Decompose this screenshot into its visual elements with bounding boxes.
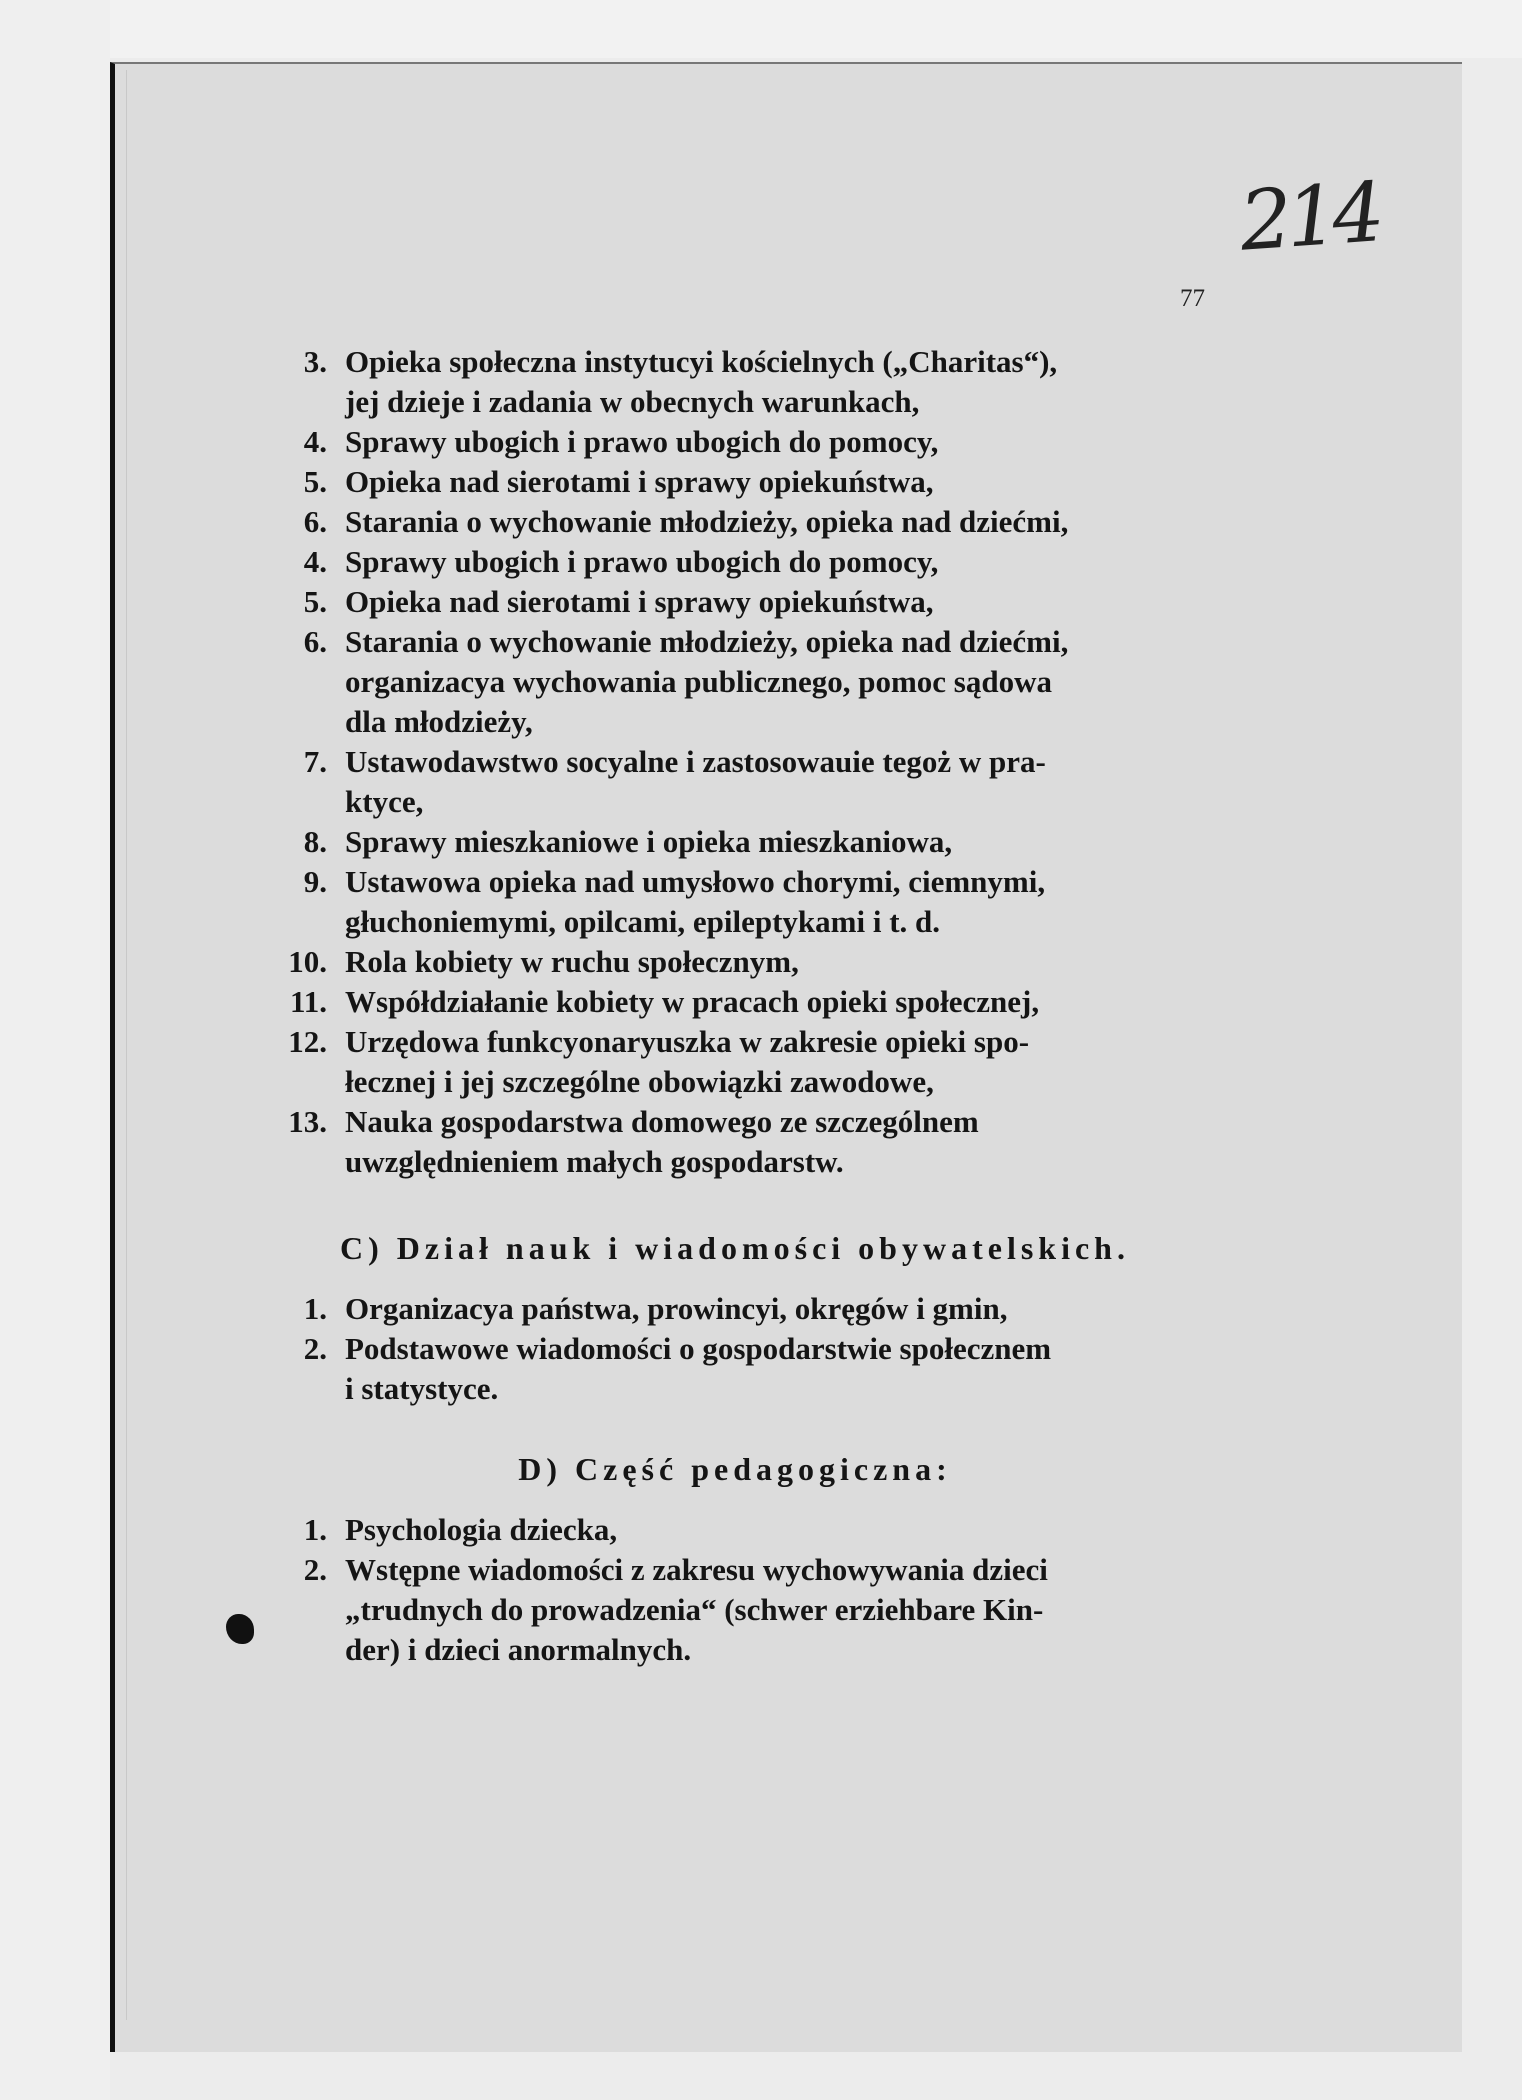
- list-item: [255, 502, 1215, 542]
- list-item-line: Sprawy ubogich i prawo ubogich do pomocy,: [345, 424, 939, 459]
- scan-left-margin: [0, 0, 110, 2100]
- list-item-line: Psychologia dziecka,: [345, 1512, 618, 1547]
- list-item-line: „trudnych do prowadzenia“ (schwer erziehbare Kin-: [345, 1592, 1044, 1627]
- list-item-line: Sprawy mieszkaniowe i opieka mieszkaniowa,: [345, 824, 953, 859]
- list-item-line: Ustawodawstwo socyalne i zastosowauie tegoż w pra-: [345, 744, 1046, 779]
- list-item-line: dla młodzieży,: [345, 704, 533, 739]
- section-d-list: [255, 1510, 1215, 1670]
- list-item-line: organizacya wychowania publicznego, pomoc sądowa: [345, 664, 1052, 699]
- page-fold-line: [126, 70, 127, 2020]
- list-item-line: Starania o wychowanie młodzieży, opieka nad dziećmi,: [345, 504, 1069, 539]
- list-item: [255, 1102, 1215, 1182]
- list-item-number: 2.: [303, 1552, 327, 1587]
- list-item-number: 12.: [288, 1024, 327, 1059]
- list-item-line: Opieka nad sierotami i sprawy opiekuństwa,: [345, 584, 934, 619]
- list-item-line: łecznej i jej szczególne obowiązki zawodowe,: [345, 1064, 934, 1099]
- list-item-number: 11.: [289, 984, 327, 1019]
- list-item: [255, 1550, 1215, 1670]
- list-item: [255, 862, 1215, 942]
- list-item-line: Urzędowa funkcyonaryuszka w zakresie opieki spo-: [345, 1024, 1030, 1059]
- list-item-line: Podstawowe wiadomości o gospodarstwie społecznem: [345, 1331, 1052, 1366]
- list-item-number: 4.: [303, 544, 327, 579]
- list-item-line: Organizacya państwa, prowincyi, okręgów i gmin,: [345, 1291, 1008, 1326]
- handwritten-folio-number: 214: [1236, 165, 1382, 270]
- list-item-number: 6.: [303, 624, 327, 659]
- list-item-number: 5.: [303, 464, 327, 499]
- list-item-line: Rola kobiety w ruchu społecznym,: [345, 944, 799, 979]
- list-item: [255, 542, 1215, 582]
- list-item-line: jej dzieje i zadania w obecnych warunkach,: [345, 384, 920, 419]
- list-item-number: 9.: [303, 864, 327, 899]
- list-item-line: Współdziałanie kobiety w pracach opieki społecznej,: [345, 984, 1040, 1019]
- list-item-line: i statystyce.: [345, 1371, 499, 1406]
- list-item-line: uwzględnieniem małych gospodarstw.: [345, 1144, 844, 1179]
- section-c-list: [255, 1289, 1215, 1409]
- list-item-line: Opieka społeczna instytucyi kościelnych („Charitas“),: [345, 344, 1058, 379]
- list-item-line: Wstępne wiadomości z zakresu wychowywania dzieci: [345, 1552, 1048, 1587]
- list-item-number: 7.: [303, 744, 327, 779]
- list-item: [255, 1510, 1215, 1550]
- list-item-number: 4.: [303, 424, 327, 459]
- list-item-line: Starania o wychowanie młodzieży, opieka nad dziećmi,: [345, 624, 1069, 659]
- list-item: [255, 422, 1215, 462]
- section-c-heading: C) Dział nauk i wiadomości obywatelskich.: [340, 1230, 1130, 1266]
- list-item-number: 5.: [303, 584, 327, 619]
- list-item-line: ktyce,: [345, 784, 424, 819]
- list-item: [255, 622, 1215, 742]
- scan-background: [0, 0, 1522, 58]
- list-item: [255, 582, 1215, 622]
- list-item-number: 1.: [303, 1512, 327, 1547]
- list-item: [255, 462, 1215, 502]
- list-item-number: 3.: [303, 344, 327, 379]
- list-item: [255, 942, 1215, 982]
- list-item-line: Nauka gospodarstwa domowego ze szczególnem: [345, 1104, 979, 1139]
- list-item-number: 8.: [303, 824, 327, 859]
- list-item: [255, 1329, 1215, 1409]
- document-body: [255, 342, 1215, 1670]
- list-item-line: Opieka nad sierotami i sprawy opiekuństwa,: [345, 464, 934, 499]
- list-item-number: 6.: [303, 504, 327, 539]
- list-item: [255, 742, 1215, 822]
- list-item-line: Sprawy ubogich i prawo ubogich do pomocy,: [345, 544, 939, 579]
- list-item: [255, 982, 1215, 1022]
- list-item: [255, 1022, 1215, 1102]
- list-item-line: Ustawowa opieka nad umysłowo chorymi, ciemnymi,: [345, 864, 1046, 899]
- list-item: [255, 342, 1215, 422]
- list-item: [255, 822, 1215, 862]
- list-item-number: 13.: [288, 1104, 327, 1139]
- list-item-number: 1.: [303, 1291, 327, 1326]
- list-item-line: głuchoniemymi, opilcami, epileptykami i t. d.: [345, 904, 941, 939]
- list-item: [255, 1289, 1215, 1329]
- list-item-number: 10.: [288, 944, 327, 979]
- page-number: 77: [1180, 285, 1205, 312]
- section-d-heading: D) Część pedagogiczna:: [518, 1451, 952, 1487]
- list-item-number: 2.: [303, 1331, 327, 1366]
- section-b-list: [255, 342, 1215, 1182]
- list-item-line: der) i dzieci anormalnych.: [345, 1632, 692, 1667]
